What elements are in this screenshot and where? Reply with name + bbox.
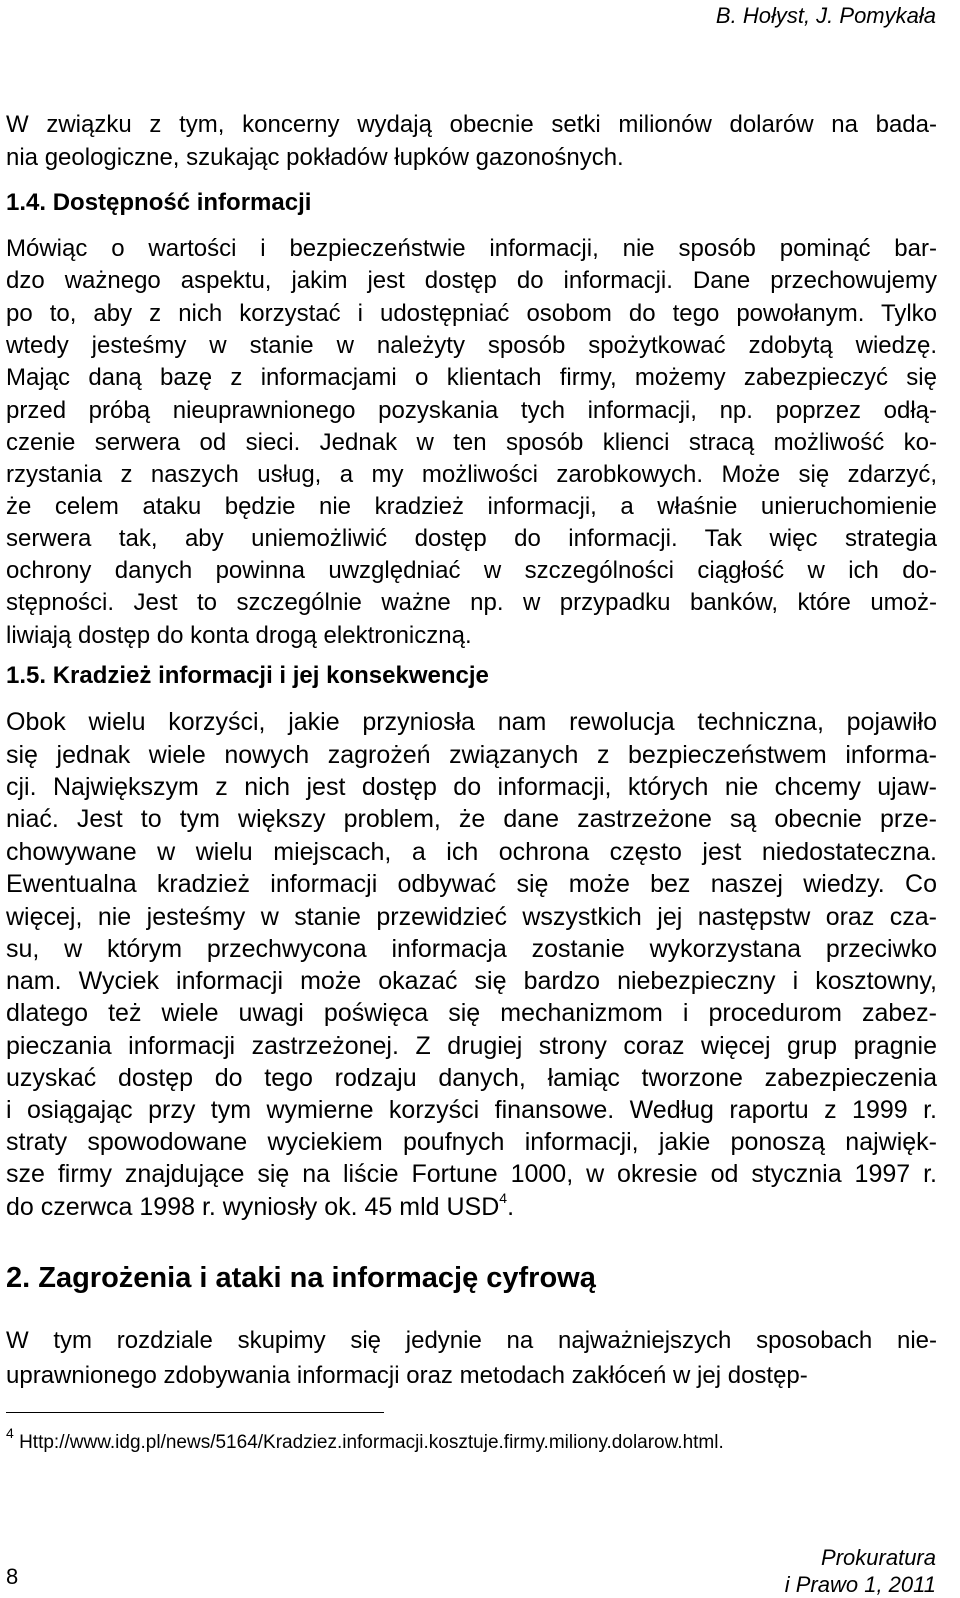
paragraph-line: Mając daną bazę z informacjami o klientach firmy, możemy zabezpieczyć się — [6, 364, 937, 391]
paragraph-line: pieczania informacji zastrzeżonej. Z drugiej strony coraz więcej grup pragnie — [6, 1032, 937, 1060]
journal-name: Prokuratura — [821, 1545, 936, 1570]
paragraph-line: po to, aby z nich korzystać i udostępniać osobom do tego powołanym. Tylko — [6, 300, 937, 327]
running-header-authors: B. Hołyst, J. Pomykała — [715, 3, 936, 28]
paragraph-line: dzo ważnego aspektu, jakim jest dostęp do informacji. Dane przechowujemy — [6, 267, 937, 294]
journal-issue: i Prawo 1, 2011 — [784, 1572, 936, 1597]
section-heading: 1.5. Kradzież informacji i jej konsekwencje — [6, 662, 489, 689]
paragraph-line: Mówiąc o wartości i bezpieczeństwie informacji, nie sposób pominąć bar- — [6, 235, 937, 262]
page-number: 8 — [6, 1564, 19, 1589]
paragraph-line: sze firmy znajdujące się na liście Fortune 1000, w okresie od stycznia 1997 r. — [6, 1160, 937, 1188]
paragraph-line-end: . — [507, 1193, 515, 1221]
paragraph-line: że celem ataku będzie nie kradzież informacji, a właśnie unieruchomienie — [6, 493, 937, 520]
paragraph-line: cji. Największym z nich jest dostęp do informacji, których nie chcemy ujaw- — [6, 773, 937, 801]
paragraph-line: rzystania z naszych usług, a my możliwości zarobkowych. Może się zdarzyć, — [6, 461, 937, 488]
paragraph-line: chowywane w wielu miejscach, a ich ochrona często jest niedostateczna. — [6, 838, 937, 866]
paragraph-line: uzyskać dostęp do tego rodzaju danych, łamiąc tworzone zabezpieczenia — [6, 1064, 937, 1092]
footnote — [6, 1424, 724, 1456]
paragraph-line: liwiają dostęp do konta drogą elektroniczną. — [6, 622, 472, 649]
paragraph-line: su, w którym przechwycona informacja zostanie wykorzystana przeciwko — [6, 935, 937, 963]
section-heading: 1.4. Dostępność informacji — [6, 189, 312, 216]
footnote-text: Http://www.idg.pl/news/5164/Kradziez.informacji.kosztuje.firmy.miliony.dolarow.html. — [19, 1432, 724, 1453]
paragraph-line: przed próbą nieuprawnionego pozyskania tych informacji, np. poprzez odłą- — [6, 397, 937, 424]
footnote-rule — [6, 1412, 384, 1413]
paragraph-line: uprawnionego zdobywania informacji oraz metodach zakłóceń w jej dostęp- — [6, 1362, 808, 1389]
paragraph-line: straty spowodowane wyciekiem poufnych informacji, jakie ponoszą najwięk- — [6, 1128, 937, 1156]
footnote-number: 4 — [6, 1424, 14, 1441]
paragraph-line: się jednak wiele nowych zagrożeń związanych z bezpieczeństwem informa- — [6, 741, 937, 769]
paragraph-line: W tym rozdziale skupimy się jedynie na najważniejszych sposobach nie- — [6, 1327, 937, 1354]
paragraph-line: niać. Jest to tym większy problem, że dane zastrzeżone są obecnie prze- — [6, 805, 937, 833]
paragraph-line: stępności. Jest to szczególnie ważne np. w przypadku banków, które umoż- — [6, 589, 937, 616]
paragraph-line: dlatego też wiele uwagi poświęca się mechanizmom i procedurom zabez- — [6, 999, 937, 1027]
chapter-heading: 2. Zagrożenia i ataki na informację cyfrową — [6, 1262, 596, 1294]
paragraph-line: ochrony danych powinna uwzględniać w szczególności ciągłość w ich do- — [6, 557, 937, 584]
paragraph-line: serwera tak, aby uniemożliwić dostęp do informacji. Tak więc strategia — [6, 525, 937, 552]
paragraph-line: nia geologiczne, szukając pokładów łupków gazonośnych. — [6, 144, 624, 171]
paragraph-line: Obok wielu korzyści, jakie przyniosła nam rewolucja techniczna, pojawiło — [6, 708, 937, 736]
footer-journal — [785, 1544, 936, 1598]
paragraph-line: i osiągając przy tym wymierne korzyści finansowe. Według raportu z 1999 r. — [6, 1096, 937, 1124]
paragraph-line: wtedy jesteśmy w stanie w należyty sposób spożytkować zdobytą wiedzę. — [6, 332, 937, 359]
paragraph-line: Ewentualna kradzież informacji odbywać się może bez naszej wiedzy. Co — [6, 870, 937, 898]
paragraph-line — [6, 1189, 515, 1222]
footnote-ref: 4 — [499, 1189, 508, 1206]
paragraph-line: W związku z tym, koncerny wydają obecnie setki milionów dolarów na bada- — [6, 111, 937, 138]
paragraph-line-text: do czerwca 1998 r. wyniosły ok. 45 mld USD — [6, 1193, 500, 1221]
paragraph-line: nam. Wyciek informacji może okazać się bardzo niebezpieczny i kosztowny, — [6, 967, 937, 995]
paragraph-line: czenie serwera od sieci. Jednak w ten sposób klienci stracą możliwość ko- — [6, 429, 937, 456]
paragraph-line: więcej, nie jesteśmy w stanie przewidzieć wszystkich jej następstw oraz cza- — [6, 903, 937, 931]
